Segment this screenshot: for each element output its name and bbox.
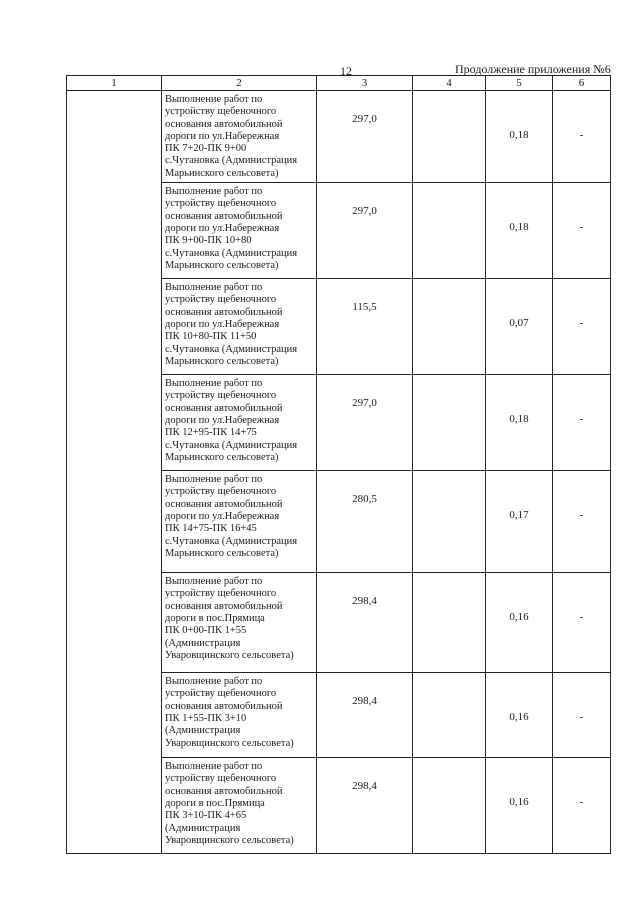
dash-cell: - [553, 573, 611, 673]
column-4-cell [413, 91, 486, 183]
amount-cell: 280,5 [317, 471, 413, 573]
value-cell: 0,16 [486, 758, 553, 854]
value-cell: 0,17 [486, 471, 553, 573]
amount-cell: 298,4 [317, 673, 413, 758]
column-header: 1 [67, 76, 162, 91]
column-4-cell [413, 673, 486, 758]
amount-cell: 297,0 [317, 91, 413, 183]
table-row [67, 91, 611, 183]
column-4-cell [413, 183, 486, 279]
dash-cell: - [553, 91, 611, 183]
amount-cell: 298,4 [317, 573, 413, 673]
value-cell: 0,16 [486, 673, 553, 758]
amount-cell: 115,5 [317, 279, 413, 375]
work-description: Выполнение работ по устройству щебеночного основания автомобильной дороги в пос.Прямица ПК 3+10-ПК 4+65 (Администрация Уваровщинского сельсовета) [162, 758, 317, 854]
column-4-cell [413, 471, 486, 573]
column-header: 4 [413, 76, 486, 91]
dash-cell: - [553, 758, 611, 854]
dash-cell: - [553, 279, 611, 375]
dash-cell: - [553, 471, 611, 573]
value-cell: 0,07 [486, 279, 553, 375]
amount-cell: 297,0 [317, 183, 413, 279]
column-4-cell [413, 375, 486, 471]
value-cell: 0,18 [486, 183, 553, 279]
dash-cell: - [553, 673, 611, 758]
value-cell: 0,18 [486, 91, 553, 183]
column-1-cell [67, 91, 162, 854]
column-header: 6 [553, 76, 611, 91]
work-description: Выполнение работ по устройству щебеночного основания автомобильной ПК 1+55-ПК 3+10 (Администрация Уваровщинского сельсовета) [162, 673, 317, 758]
page-number: 12 [340, 64, 352, 78]
amount-cell: 297,0 [317, 375, 413, 471]
value-cell: 0,18 [486, 375, 553, 471]
work-description: Выполнение работ по устройству щебеночного основания автомобильной дороги по ул.Набережная ПК 10+80-ПК 11+50 с.Чутановка (Администрация Марьинского сельсовета) [162, 279, 317, 375]
continuation-caption: Продолжение приложения №6 [455, 62, 611, 76]
work-description: Выполнение работ по устройству щебеночного основания автомобильной дороги по ул.Набережная ПК 12+95-ПК 14+75 с.Чутановка (Администрация Марьинского сельсовета) [162, 375, 317, 471]
work-description: Выполнение работ по устройству щебеночного основания автомобильной дороги по ул.Набережная ПК 14+75-ПК 16+45 с.Чутановка (Администрация Марьинского сельсовета) [162, 471, 317, 573]
dash-cell: - [553, 375, 611, 471]
work-description: Выполнение работ по устройству щебеночного основания автомобильной дороги в пос.Прямица ПК 0+00-ПК 1+55 (Администрация Уваровщинского сельсовета) [162, 573, 317, 673]
appendix-table [66, 75, 611, 854]
value-cell: 0,16 [486, 573, 553, 673]
column-4-cell [413, 758, 486, 854]
column-header: 2 [162, 76, 317, 91]
column-4-cell [413, 573, 486, 673]
column-header: 5 [486, 76, 553, 91]
header-row [67, 76, 611, 91]
column-header: 3 [317, 76, 413, 91]
work-description: Выполнение работ по устройству щебеночного основания автомобильной дороги по ул.Набережная ПК 9+00-ПК 10+80 с.Чутановка (Администрация Марьинского сельсовета) [162, 183, 317, 279]
work-description: Выполнение работ по устройству щебеночного основания автомобильной дороги по ул.Набережная ПК 7+20-ПК 9+00 с.Чутановка (Администрация Марьинского сельсовета) [162, 91, 317, 183]
dash-cell: - [553, 183, 611, 279]
column-4-cell [413, 279, 486, 375]
amount-cell: 298,4 [317, 758, 413, 854]
